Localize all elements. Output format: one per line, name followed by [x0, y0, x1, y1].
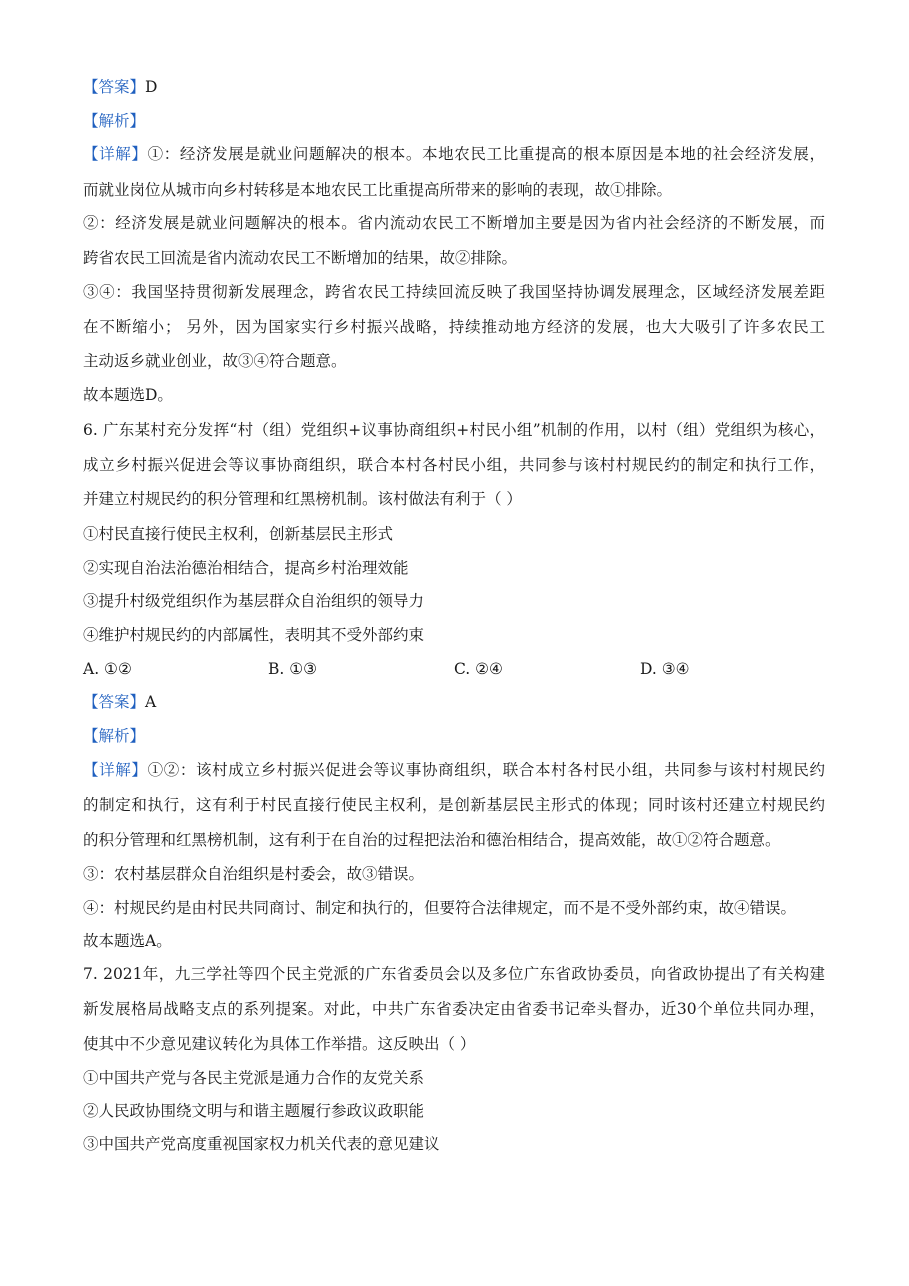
q7-statement-1: ①中国共产党与各民主党派是通力合作的友党关系 [83, 1069, 425, 1087]
q6-option-b: B. ①③ [268, 660, 318, 678]
q6-conclusion: 故本题选A。 [83, 932, 172, 950]
q6-stem-line-2: 成立乡村振兴促进会等议事协商组织，联合本村各村民小组，共同参与该村村规民约的制定和执行工作， [83, 456, 825, 474]
answer-label: 【答案】 [83, 78, 146, 96]
detail-label: 【详解】 [83, 145, 148, 163]
q6-detail-line-4: ③：农村基层群众自治组织是村委会，故③错误。 [83, 865, 425, 883]
q5-detail-line-6: 在不断缩小； 另外，因为国家实行乡村振兴战略，持续推动地方经济的发展，也大大吸引了许多农民工 [83, 318, 825, 336]
q6-answer-line [83, 692, 156, 712]
q6-detail-line-2: 的制定和执行，这有利于村民直接行使民主权利，是创新基层民主形式的体现；同时该村还建立村规民约 [83, 796, 825, 814]
q6-stem-line-3: 并建立村规民约的积分管理和红黑榜机制。该村做法有利于（ ） [83, 490, 522, 508]
q5-detail-line-4: 跨省农民工回流是省内流动农民工不断增加的结果，故②排除。 [83, 249, 518, 267]
q6-option-d: D. ③④ [640, 660, 690, 678]
q6-stem-line-1: 6. 广东某村充分发挥“村（组）党组织+议事协商组织+村民小组”机制的作用，以村（组）党组织为核心， [83, 421, 825, 439]
q7-stem-line-3: 使其中不少意见建议转化为具体工作举措。这反映出（ ） [83, 1035, 476, 1053]
q6-detail-line-3: 的积分管理和红黑榜机制，这有利于在自治的过程把法治和德治相结合，提高效能，故①②符合题意。 [83, 831, 781, 849]
q6-statement-3: ③提升村级党组织作为基层群众自治组织的领导力 [83, 592, 425, 610]
q5-answer-line [83, 77, 157, 97]
q7-statement-2: ②人民政协围绕文明与和谐主题履行参政议政职能 [83, 1102, 425, 1120]
q6-option-a: A. ①② [83, 660, 132, 678]
q5-detail-line-3: ②：经济发展是就业问题解决的根本。省内流动农民工不断增加主要是因为省内社会经济的不断发展，而 [83, 214, 825, 232]
q5-detail-line-7: 主动返乡就业创业，故③④符合题意。 [83, 352, 347, 370]
q6-answer-value: A [145, 693, 157, 711]
q5-answer-value: D [145, 78, 158, 96]
q7-statement-3: ③中国共产党高度重视国家权力机关代表的意见建议 [83, 1135, 440, 1153]
q6-statement-4: ④维护村规民约的内部属性，表明其不受外部约束 [83, 626, 425, 644]
q5-detail-line-2: 而就业岗位从城市向乡村转移是本地农民工比重提高所带来的影响的表现，故①排除。 [83, 181, 673, 199]
q6-statement-2: ②实现自治法治德治相结合，提高乡村治理效能 [83, 559, 409, 577]
q5-detail-line-1: 【详解】①：经济发展是就业问题解决的根本。本地农民工比重提高的根本原因是本地的社会经济发展， [83, 145, 825, 163]
detail-label: 【详解】 [83, 761, 148, 779]
q6-detail-line-5: ④：村规民约是由村民共同商讨、制定和执行的，但要符合法律规定，而不是不受外部约束，故④错误。 [83, 899, 797, 917]
q5-conclusion: 故本题选D。 [83, 386, 173, 404]
q7-stem-line-1: 7. 2021年，九三学社等四个民主党派的广东省委员会以及多位广东省政协委员，向省政协提出了有关构建 [83, 965, 825, 983]
q6-analysis-label: 【解析】 [83, 727, 146, 745]
q5-detail-line-5: ③④：我国坚持贯彻新发展理念，跨省农民工持续回流反映了我国坚持协调发展理念，区域经济发展差距 [83, 283, 825, 301]
q5-analysis-label: 【解析】 [83, 112, 146, 130]
q7-stem-line-2: 新发展格局战略支点的系列提案。对此，中共广东省委决定由省委书记牵头督办，近30个单位共同办理， [83, 1000, 825, 1018]
q6-statement-1: ①村民直接行使民主权利，创新基层民主形式 [83, 525, 394, 543]
q6-detail-line-1: 【详解】①②：该村成立乡村振兴促进会等议事协商组织，联合本村各村民小组，共同参与该村村规民约 [83, 761, 825, 779]
q6-option-c: C. ②④ [454, 660, 503, 678]
answer-label: 【答案】 [83, 693, 146, 711]
